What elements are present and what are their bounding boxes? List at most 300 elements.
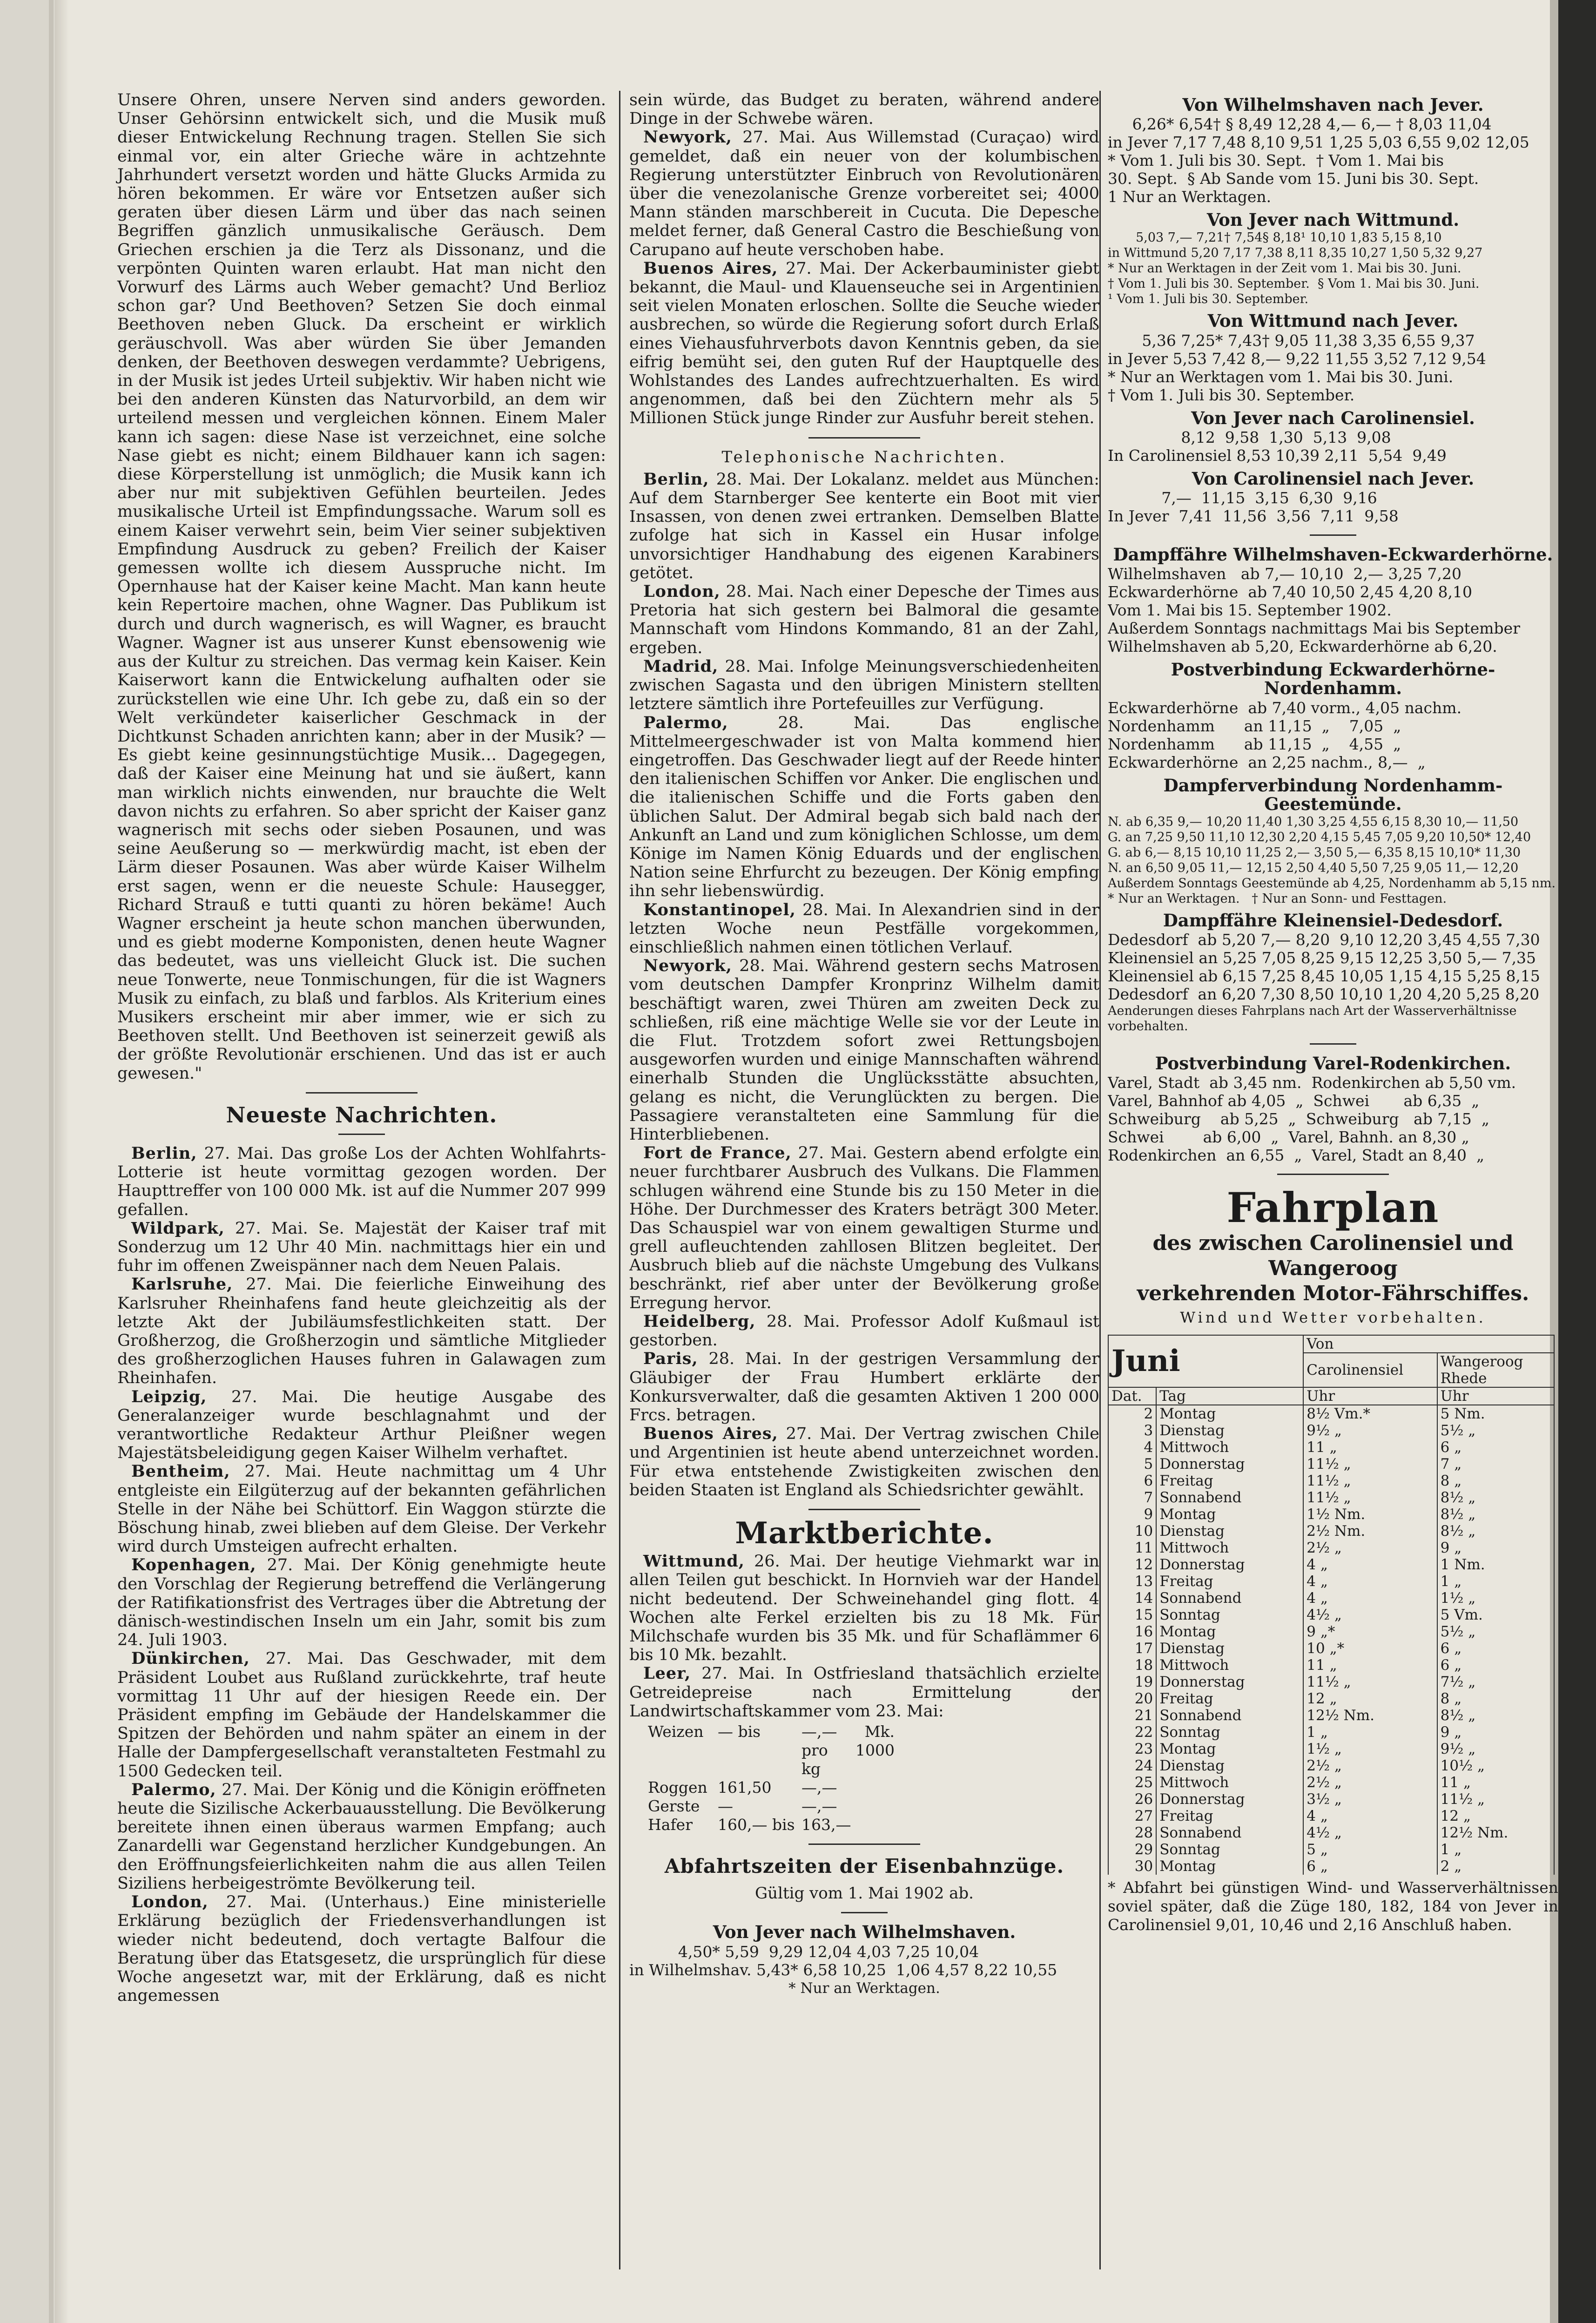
table-cell: 6 „ [1437, 1439, 1554, 1456]
timetable-line: N. an 6,50 9,05 11,— 12,15 2,50 4,40 5,50 7,25 9,05 11,— 12,20 [1108, 861, 1519, 876]
time-header: Uhr [1303, 1387, 1437, 1405]
table-cell: 23 [1108, 1741, 1156, 1757]
timetable-note: 30. Sept. § Ab Sande vom 15. Juni bis 30. Sept. [1108, 169, 1479, 188]
news-dateline: Berlin, [131, 1143, 197, 1163]
news-text: 27. Mai. (Unterhaus.) Eine ministerielle Erklärung bezüglich der Friedensverhandlungen ist wieder nicht bedeutend, doch vertagte Balfour die Beratung über das Etatsgesetz, die ursprünglich für diese Woche angesetzt war, mit der Erklärung, daß es nicht angemessen [117, 1893, 606, 2006]
news-text: 27. Mai. Se. Majestät der Kaiser traf mit Sonderzug um 12 Uhr 40 Min. nachmittags hier ein und fuhr im offenen Zweispänner nach dem Neuen Palais. [117, 1219, 606, 1276]
news-dateline: Kopenhagen, [131, 1555, 256, 1575]
price-cell: —,— [801, 1778, 837, 1797]
scan-right-edge [1558, 0, 1596, 2323]
timetable-note: Aenderungen dieses Fahrplans nach Art der Wasserverhältnisse [1108, 1004, 1517, 1019]
timetable-line: G. an 7,25 9,50 11,10 12,30 2,20 4,15 5,45 7,05 9,20 10,50* 12,40 [1108, 830, 1531, 845]
table-cell: 10 „* [1303, 1640, 1437, 1657]
table-cell: 1 „ [1437, 1841, 1554, 1858]
rail-line: 4,50* 5,59 9,29 12,04 4,03 7,25 10,04 [629, 1942, 979, 1961]
table-cell: 2½ „ [1303, 1774, 1437, 1791]
timetable-line: Varel, Bahnhof ab 4,05 „ Schwei ab 6,35 „ [1108, 1092, 1480, 1110]
month-header: Juni [1108, 1335, 1303, 1387]
news-dateline: London, [643, 582, 721, 601]
news-text: 27. Mai. Der König genehmigte heute den Vorschlag der Regierung betreffend die Verlängerung der Ratifikationsfrist des Vertrages über die Abtretung der dänisch-westindischen Inseln um ein Jahr, somit bis zum 24. Juli 1903. [117, 1556, 606, 1650]
news-text: 27. Mai. Heute nachmittag um 4 Uhr entgleiste ein Eilgüterzug auf der bekannten gefährlichen Stelle in der Nähe bei Schüttorf. Ein Waggon stürzte die Böschung hinab, zwei blieben auf dem Gleise. Der Verkehr wird durch Umsteigen aufrecht erhalten. [117, 1462, 606, 1556]
table-cell: 17 [1108, 1640, 1156, 1657]
grain-price-table [648, 1722, 1099, 1834]
news-dateline: Wittmund, [643, 1552, 745, 1571]
news-dateline: Buenos Aires, [643, 1424, 778, 1444]
table-cell: Dienstag [1156, 1640, 1303, 1657]
timetable-title: Postverbindung Varel-Rodenkirchen. [1155, 1053, 1511, 1074]
section-divider [306, 1092, 418, 1094]
table-row [1108, 1741, 1554, 1757]
news-dateline: Madrid, [643, 656, 719, 676]
table-cell: 11 „ [1303, 1439, 1437, 1456]
table-row [1108, 1456, 1554, 1472]
table-cell: Montag [1156, 1405, 1303, 1422]
table-cell: 2 [1108, 1405, 1156, 1422]
table-cell: Sonnabend [1156, 1590, 1303, 1607]
wangeroog-header: Wangeroog Rhede [1437, 1353, 1554, 1387]
timetable-note: * Nur an Werktagen. † Nur an Sonn- und Festtagen. [1108, 891, 1447, 906]
news-item [117, 1781, 606, 1893]
table-cell: 11½ „ [1303, 1489, 1437, 1506]
heading-telephonische-nachrichten: Telephonische Nachrichten. [721, 447, 1007, 466]
table-cell: 9½ „ [1303, 1422, 1437, 1439]
table-cell: 3 [1108, 1422, 1156, 1439]
table-cell: 9 „ [1437, 1724, 1554, 1741]
timetable-line: Eckwarderhörne ab 7,40 vorm., 4,05 nachm. [1108, 698, 1462, 717]
table-cell: 11½ „ [1303, 1674, 1437, 1690]
timetable-title: Dampffähre Wilhelmshaven-Eckwarderhörne. [1113, 544, 1553, 565]
news-item [117, 1893, 606, 2005]
table-row [1108, 1506, 1554, 1523]
timetable-note: 1 Nur an Werktagen. [1108, 188, 1272, 206]
table-cell: 11½ „ [1303, 1456, 1437, 1472]
price-cell: 160,— bis [718, 1816, 795, 1834]
table-cell: Freitag [1156, 1690, 1303, 1707]
news-dateline: Newyork, [643, 956, 732, 976]
table-cell: 8½ „ [1437, 1523, 1554, 1540]
table-cell: Freitag [1156, 1808, 1303, 1824]
section-divider [808, 1509, 920, 1510]
timetable-line: Schwei ab 6,00 „ Varel, Bahnh. an 8,30 „ [1108, 1128, 1469, 1147]
news-item [629, 657, 1099, 714]
table-cell: 7½ „ [1437, 1674, 1554, 1690]
news-dateline: Fort de France, [643, 1143, 792, 1163]
news-text: 28. Mai. Das englische Mittelmeergeschwader ist von Malta kommend hier eingetroffen. Das Geschwader liegt auf der Reede hinter den italienischen Schiffen vor Anker. Die englischen und die italienischen Schiffe und die Forts gaben den üblichen Salut. Der Admiral begab sich bald nach der Ankunft an Land und zum königlichen Schlosse, um dem Könige im Namen König Eduards und der englischen Nation seine Ehrfurcht zu bezeugen. Der König empfing ihn sehr liebenswürdig. [629, 713, 1099, 901]
news-dateline: Bentheim, [131, 1462, 230, 1481]
news-text: 28. Mai. In der gestrigen Versammlung der Gläubiger der Frau Humbert erklärte der Konkursverwalter, daß die gesamten Aktiven 1 200 000 Frcs. betragen. [629, 1350, 1099, 1425]
table-cell: Montag [1156, 1858, 1303, 1875]
timetable-title: Dampffähre Kleinensiel-Dedesdorf. [1163, 910, 1503, 931]
fahrplan-weather-note: Wind und Wetter vorbehalten. [1180, 1309, 1486, 1327]
table-cell: 4½ „ [1303, 1607, 1437, 1623]
timetable-line: 5,03 7,— 7,21† 7,54§ 8,18¹ 10,10 1,83 5,15 8,10 [1108, 230, 1442, 245]
table-row [1108, 1824, 1554, 1841]
price-cell: — [718, 1797, 733, 1816]
news-text: 28. Mai. Der Lokalanz. meldet aus München: Auf dem Starnberger See kenterte ein Boot mit vier Insassen, von denen zwei ertranken. Demselben Blatte zufolge hat sich in Kassel ein Husar infolge unvorsichtiger Handhabung des eigenen Karabiners getötet. [629, 470, 1099, 582]
column-3 [1108, 91, 1558, 1934]
table-cell: 1½ „ [1437, 1590, 1554, 1607]
table-row [1108, 1757, 1554, 1774]
price-cell: 163,— [801, 1816, 851, 1834]
timetable-line: Kleinensiel ab 6,15 7,25 8,45 10,05 1,15 4,15 5,25 8,15 [1108, 967, 1540, 986]
table-cell: 26 [1108, 1791, 1156, 1808]
table-cell: 5 Vm. [1437, 1607, 1554, 1623]
section-divider [808, 1844, 920, 1845]
table-cell: 8 „ [1437, 1690, 1554, 1707]
table-row [1108, 1858, 1554, 1875]
timetable-line: In Carolinensiel 8,53 10,39 2,11 5,54 9,49 [1108, 446, 1447, 465]
table-cell: 25 [1108, 1774, 1156, 1791]
table-cell: Montag [1156, 1506, 1303, 1523]
news-dateline: Karlsruhe, [131, 1275, 233, 1294]
carolinensiel-header: Carolinensiel [1303, 1353, 1437, 1387]
news-text: 28. Mai. In Alexandrien sind in der letzten Woche neun Pestfälle vorgekommen, einschließlich nahmen einen tötlichen Verlauf. [629, 900, 1099, 957]
news-item [629, 1552, 1099, 1664]
news-text: 27. Mai. Das Geschwader, mit dem Präsident Loubet aus Rußland zurückkehrte, traf heute vormittag 11 Uhr auf der hiesigen Reede ein. Der Präsident empfing im Gebäude der Handelskammer die Spitzen der Behörden und nahm später an einem in der Halle der Dampfergesellschaft veranstalteten Festmahl zu 1500 Gedecken teil. [117, 1649, 606, 1781]
timetable-title: Von Wilhelmshaven nach Jever. [1182, 95, 1484, 115]
news-item [629, 582, 1099, 657]
table-cell: 9 [1108, 1506, 1156, 1523]
column-1 [117, 91, 606, 2005]
table-cell: 5 „ [1303, 1841, 1437, 1858]
news-item [629, 128, 1099, 259]
timetable-line: N. ab 6,35 9,— 10,20 11,40 1,30 3,25 4,55 6,15 8,30 10,— 11,50 [1108, 815, 1519, 830]
table-cell: 5 [1108, 1456, 1156, 1472]
table-cell: Sonntag [1156, 1724, 1303, 1741]
timetable-note: † Vom 1. Juli bis 30. September. [1108, 385, 1355, 404]
table-cell: 29 [1108, 1841, 1156, 1858]
news-dateline: Palermo, [131, 1780, 216, 1799]
table-cell: 22 [1108, 1724, 1156, 1741]
table-cell: 13 [1108, 1573, 1156, 1590]
price-cell: Roggen [648, 1778, 707, 1797]
table-cell: 11½ „ [1437, 1791, 1554, 1808]
table-cell: Donnerstag [1156, 1674, 1303, 1690]
price-row [648, 1797, 1099, 1816]
news-text: 26. Mai. Der heutige Viehmarkt war in allen Teilen gut beschickt. In Hornvieh war der Handel nicht bedeutend. Der Schweinehandel ging flott. 4 Wochen alte Ferkel erzielten bis zu 18 Mk. Für Milchschafe wurden bis 35 Mk. und für Schaflämmer 6 bis 10 Mk. bezahlt. [629, 1552, 1099, 1665]
continuation-text: sein würde, das Budget zu beraten, während andere Dinge in der Schwebe wären. [629, 91, 1099, 128]
news-text: 27. Mai. Der Ackerbauminister giebt bekannt, die Maul- und Klauenseuche sei in Argentinien seit vielen Monaten erloschen. Sollte die Seuche wieder ausbrechen, so würde die Regierung sofort durch Erlaß eines Viehausfuhrverbots davon Kenntnis geben, da sie eifrig bemüht sei, den guten Ruf der Hauptquelle des Wohlstandes des Landes aufrechtzuerhalten. Es wird angenommen, daß bei den Züchtern mehr als 5 Millionen Stück junge Rinder zur Ausfuhr bereit stehen. [629, 259, 1099, 428]
news-dateline: Buenos Aires, [643, 258, 778, 278]
price-cell: Hafer [648, 1816, 693, 1834]
timetable-note: Außerdem Sonntags nachmittags Mai bis September [1108, 619, 1520, 638]
table-cell: 6 [1108, 1472, 1156, 1489]
table-cell: Sonnabend [1156, 1489, 1303, 1506]
news-item [117, 1556, 606, 1649]
timetable-title: Von Jever nach Carolinensiel. [1191, 407, 1475, 428]
timetable-note: * Nur an Werktagen in der Zeit vom 1. Mai bis 30. Juni. [1108, 261, 1461, 276]
table-cell: 12 „ [1303, 1690, 1437, 1707]
ferry-schedule-rows [1108, 1405, 1554, 1875]
timetable-line: Eckwarderhörne ab 7,40 10,50 2,45 4,20 8,10 [1108, 583, 1472, 601]
news-text: 27. Mai. Die heutige Ausgabe des Generalanzeiger wurde beschlagnahmt und der verantwortliche Redakteur Arthur Pleißner wegen Majestätsbeleidigung gegen Kaiser Wilhelm verhaftet. [117, 1387, 606, 1463]
table-cell: 4½ „ [1303, 1824, 1437, 1841]
ferry-footnote: * Abfahrt bei günstigen Wind- und Wasserverhältnissen soviel später, daß die Züge 180, 182, 184 von Jever in Carolinensiel 9,01, 10,46 und 2,16 Anschluß haben. [1108, 1878, 1558, 1934]
news-text: 28. Mai. Während gestern sechs Matrosen vom deutschen Dampfer Kronprinz Wilhelm damit beschäftigt waren, zwei Thüren am zweiten Deck zu schließen, riß eine mächtige Welle sie vor der Leute in die Flut. Trotzdem sofort zwei Rettungsbojen ausgeworfen wurden und einige Mannschaften während einerhalb Stunden die Unglücksstätte absuchten, gelang es nicht, die Verunglückten zu bergen. Die Passagiere veranstalteten eine Sammlung für die Hinterbliebenen. [629, 957, 1099, 1144]
table-row [1108, 1540, 1554, 1556]
heading-abfahrtszeiten: Abfahrtszeiten der Eisenbahnzüge. [664, 1855, 1064, 1878]
divider [1310, 534, 1356, 536]
news-item [629, 714, 1099, 901]
table-row [1108, 1808, 1554, 1824]
table-row [1108, 1724, 1554, 1741]
news-item [117, 1462, 606, 1556]
news-text: 27. Mai. In Ostfriesland thatsächlich erzielte Getreidepreise nach Ermittelung der Landwirtschaftskammer vom 23. Mai: [629, 1664, 1099, 1721]
table-cell: 8½ „ [1437, 1506, 1554, 1523]
news-list-b [629, 470, 1099, 1499]
news-text: 28. Mai. Infolge Meinungsverschiedenheiten zwischen Sagasta und den übrigen Ministern stellten letztere sämtlich ihre Portefeuilles zur Verfügung. [629, 657, 1099, 714]
table-cell: 2½ Nm. [1303, 1523, 1437, 1540]
table-cell: 4 „ [1303, 1808, 1437, 1824]
price-row [648, 1722, 1099, 1778]
timetable-note: ¹ Vom 1. Juli bis 30. September. [1108, 292, 1309, 307]
news-item [629, 1144, 1099, 1312]
divider [1310, 1043, 1356, 1045]
table-cell: 2 „ [1437, 1858, 1554, 1875]
news-text: 27. Mai. Aus Willemstad (Curaçao) wird gemeldet, daß ein neuer von der kolumbischen Regierung unterstützter Einbruch von Revolutionären über die venezolanische Grenze vorbereitet sei; 4000 Mann ständen marschbereit in Cucuta. Die Depesche meldet ferner, daß General Castro die Beschießung von Carupano auf heute verschoben habe. [629, 128, 1099, 259]
page-gutter-shadow [55, 0, 69, 2323]
timetable-line: Vom 1. Mai bis 15. September 1902. [1108, 601, 1392, 620]
timetable-line: 5,36 7,25* 7,43† 9,05 11,38 3,35 6,55 9,37 [1108, 331, 1475, 350]
news-text: 28. Mai. Nach einer Depesche der Times aus Pretoria hat sich gestern bei Balmoral die gesamte Mannschaft vom Hindons Kommando, 81 an der Zahl, ergeben. [629, 582, 1099, 657]
von-header: Von [1303, 1335, 1554, 1353]
timetable-line: Dedesdorf an 6,20 7,30 8,50 10,10 1,20 4,20 5,25 8,20 [1108, 985, 1540, 1004]
timetable-note: vorbehalten. [1108, 1019, 1188, 1034]
timetable-title: Dampferverbindung Nordenhamm-Geestemünde. [1163, 775, 1503, 814]
table-cell: Mittwoch [1156, 1540, 1303, 1556]
scan-left-edge [49, 0, 54, 2323]
timetable-note: Außerdem Sonntags Geestemünde ab 4,25, Nordenhamm ab 5,15 nm. [1108, 876, 1556, 891]
timetable-line: Nordenhamm an 11,15 „ 7,05 „ [1108, 716, 1401, 735]
market-list [629, 1552, 1099, 1721]
fahrplan-title: Fahrplan [1226, 1183, 1440, 1232]
news-text: 27. Mai. Das große Los der Achten Wohlfahrts-Lotterie ist heute vormittag gezogen worden. Der Haupttreffer von 100 000 Mk. ist auf die Nummer 207 999 gefallen. [117, 1144, 606, 1219]
table-row [1108, 1774, 1554, 1791]
news-text: 28. Mai. Professor Adolf Kußmaul ist gestorben. [629, 1312, 1099, 1350]
table-cell: Freitag [1156, 1472, 1303, 1489]
table-row [1108, 1707, 1554, 1724]
timetable-title: Postverbindung Eckwarderhörne-Nordenhamm. [1171, 659, 1495, 699]
column-rule-1 [619, 91, 620, 2269]
table-cell: 8 „ [1437, 1472, 1554, 1489]
timetable-note: * Vom 1. Juli bis 30. Sept. † Vom 1. Mai bis [1108, 151, 1444, 170]
table-cell: 4 „ [1303, 1556, 1437, 1573]
table-row [1108, 1523, 1554, 1540]
table-cell: 10½ „ [1437, 1757, 1554, 1774]
news-text: 27. Mai. Der König und die Königin eröffneten heute die Sizilische Ackerbauausstellung. Die Bevölkerung bereitete ihnen einen überaus warmen Empfang; auch Zanardelli war Gegenstand herzlicher Kundgebungen. An den Eröffnungsfeierlichkeiten nahm die aus allen Teilen Siziliens herbeigeströmte Bevölkerung teil. [117, 1780, 606, 1893]
table-row [1108, 1623, 1554, 1640]
table-cell: Dienstag [1156, 1757, 1303, 1774]
news-dateline: Heidelberg, [643, 1312, 756, 1331]
news-item [117, 1144, 606, 1219]
table-row [1108, 1791, 1554, 1808]
table-cell: Dienstag [1156, 1523, 1303, 1540]
timetable-line: In Jever 7,41 11,56 3,56 7,11 9,58 [1108, 507, 1399, 526]
table-cell: 4 „ [1303, 1590, 1437, 1607]
table-cell: 11 „ [1303, 1657, 1437, 1674]
table-cell: 9½ „ [1437, 1741, 1554, 1757]
table-row [1108, 1573, 1554, 1590]
divider [841, 1912, 888, 1913]
table-row [1108, 1489, 1554, 1506]
timetable-line: Nordenhamm ab 11,15 „ 4,55 „ [1108, 735, 1401, 753]
section-divider [1277, 1174, 1389, 1175]
rail-valid-date: Gültig vom 1. Mai 1902 ab. [755, 1884, 974, 1903]
time-header: Uhr [1437, 1387, 1554, 1405]
fahrplan-subtitle: verkehrenden Motor-Fährschiffes. [1137, 1282, 1529, 1306]
timetable-line: 7,— 11,15 3,15 6,30 9,16 [1108, 489, 1377, 507]
news-item [629, 1664, 1099, 1721]
table-cell: 12 „ [1437, 1808, 1554, 1824]
timetable-line: Kleinensiel an 5,25 7,05 8,25 9,15 12,25 3,50 5,— 7,35 [1108, 949, 1536, 967]
table-cell: 7 „ [1437, 1456, 1554, 1472]
table-cell: 1 „ [1303, 1724, 1437, 1741]
news-text: 27. Mai. Der Vertrag zwischen Chile und Argentinien ist heute abend unterzeichnet worden. Für etwa entstehende Zwistigkeiten zwischen den beiden Staaten ist England als Schiedsrichter gewählt. [629, 1425, 1099, 1499]
heading-underline [338, 1134, 385, 1135]
table-cell: 2½ „ [1303, 1757, 1437, 1774]
table-cell: Mittwoch [1156, 1657, 1303, 1674]
news-list-a [629, 128, 1099, 427]
news-item [629, 957, 1099, 1144]
table-cell: Montag [1156, 1741, 1303, 1757]
timetable-line: in Jever 7,17 7,48 8,10 9,51 1,25 5,03 6,55 9,02 12,05 [1108, 133, 1529, 152]
table-cell: 4 [1108, 1439, 1156, 1456]
table-cell: 21 [1108, 1707, 1156, 1724]
news-item [117, 1219, 606, 1276]
table-row [1108, 1841, 1554, 1858]
section-divider [808, 437, 920, 439]
table-cell: 5 Nm. [1437, 1405, 1554, 1422]
table-cell: 27 [1108, 1808, 1156, 1824]
table-cell: Mittwoch [1156, 1439, 1303, 1456]
news-dateline: Berlin, [643, 469, 709, 489]
table-cell: 8½ Vm.* [1303, 1405, 1437, 1422]
table-cell: 30 [1108, 1858, 1156, 1875]
timetable-line: Rodenkirchen an 6,55 „ Varel, Stadt an 8,40 „ [1108, 1146, 1485, 1165]
news-dateline: Newyork, [643, 128, 732, 147]
table-cell: 15 [1108, 1607, 1156, 1623]
news-item [629, 901, 1099, 957]
timetable-note: Wilhelmshaven ab 5,20, Eckwarderhörne ab 6,20. [1108, 637, 1497, 656]
article-continuation: Unsere Ohren, unsere Nerven sind anders geworden. Unser Gehörsinn entwickelt sich, und die Musik muß dieser Entwickelung Rechnung tragen. Stellen Sie sich einmal vor, ein alter Grieche wäre in achtzehnte Jahrhundert versetzt worden und hätte Glucks Armida zu hören bekommen. Er wäre vor Entsetzen außer sich geraten über diesen Lärm und über das nach seinen Begriffen gänzlich unmusikalische Geräusch. Dem Griechen erschien ja die Terz als Dissonanz, und die verpönten Quinten waren erlaubt. Hat man nicht den Vorwurf des Lärms auch Weber gemacht? Und Berlioz schon gar? Und Beethoven? Setzen Sie doch einmal Beethoven neben Gluck. Da erscheint er wirklich geräuschvoll. Was aber würden Sie über Jemanden denken, der Beethoven deswegen verdammte? Uebrigens, in der Musik ist jedes Urteil subjektiv. Wir haben nicht wie bei den anderen Künsten das Naturvorbild, an dem wir urteilend messen und vergleichen können. Einem Maler kann ich sagen: diese Nase ist verzeichnet, eine solche Nase giebt es nicht; einem Bildhauer kann ich sagen: diese Körperstellung ist unmöglich; die Musik kann ich aber nur mit subjektiven Gefühlen beurteilen. Jedes musikalische Urteil ist Empfindungssache. Warum soll es einem Kaiser verwehrt sein, beim Vier seiner subjektiven Empfindung Ausdruck zu geben? Freilich der Kaiser gemessen wollte ich diesem Ausspruche nicht. Im Opernhause hat der Kaiser keine Macht. Man kann heute kein Repertoire machen, ohne Wagner. Das Publikum ist durch und durch wagnerisch, es will Wagner, es braucht Wagner. Wagner ist aus unserer Kunst ebensowenig wie aus der Kultur zu streichen. Das vermag kein Kaiser. Kein Kaiserwort kann die Entwickelung aufhalten oder sie zurückstellen wie eine Uhr. Ich gebe zu, daß ein so der Welt verkündeter kaiserlicher Geschmack in der Dichtkunst Schaden anrichten kann; aber in der Musik? — Es giebt keine gesinnungstüchtige Musik… Dagegegen, daß der Kaiser eine Meinung hat und sie äußert, kann man wirklich nichts einwenden, nur brauchte die Welt davon nichts zu erfahren. So aber spricht der Kaiser ganz wagnerisch mit sechs oder sieben Posaunen, und was seine Aeußerung so — merkwürdig macht, ist eben der Lärm dieser Posaunen. Was aber würde Kaiser Wilhelm erst sagen, wenn er die neueste Schule: Hausegger, Richard Strauß e tutti quanti zu hören bekäme! Auch Wagner erscheint ja heute schon manchen überwunden, und es giebt moderne Komponisten, denen heute Wagner das bedeutet, was uns vielleicht Gluck ist. Die suchen neue Tonwerte, neue Tonmischungen, für die ist Wagners Musik zu einfach, zu blaß und farblos. Als Kriterium eines Musikers erscheint mir aber immer, wie er sich zu Beethoven stellt. Und Beethoven ist seinerzeit gewiß als der größte Revolutionär erschienen. Und das ist er auch gewesen." [117, 91, 606, 1083]
news-list [117, 1144, 606, 2005]
table-cell: Sonntag [1156, 1841, 1303, 1858]
table-cell: Donnerstag [1156, 1456, 1303, 1472]
table-cell: 8½ „ [1437, 1707, 1554, 1724]
rail-jever-wilhelmshaven-title: Von Jever nach Wilhelmshaven. [713, 1922, 1016, 1943]
price-cell: Gerste [648, 1797, 700, 1816]
table-row [1108, 1607, 1554, 1623]
news-item [629, 1425, 1099, 1499]
timetable-line: Schweiburg ab 5,25 „ Schweiburg ab 7,15 „ [1108, 1110, 1489, 1128]
table-cell: 14 [1108, 1590, 1156, 1607]
column-rule-2 [1099, 91, 1101, 2269]
rail-note: * Nur an Werktagen. [788, 1979, 940, 1997]
table-row [1108, 1690, 1554, 1707]
news-text: 27. Mai. Gestern abend erfolgte ein neuer furchtbarer Ausbruch des Vulkans. Die Flammen schlugen während eine Stunde bis zu 150 Meter in die Höhe. Der Durchmesser des Kraters beträgt 300 Meter. Das Schauspiel war von einem gewaltigen Sturme und grell aufleuchtenden zahllosen Blitzen begleitet. Der Ausbruch blieb auf die nächste Umgebung des Vulkans beschränkt, rief aber unter der Bevölkerung große Erregung hervor. [629, 1144, 1099, 1312]
timetable-note: * Nur an Werktagen vom 1. Mai bis 30. Juni. [1108, 367, 1454, 386]
table-cell: 5½ „ [1437, 1623, 1554, 1640]
date-header: Dat. [1108, 1387, 1156, 1405]
table-cell: 6 „ [1303, 1858, 1437, 1875]
table-cell: Donnerstag [1156, 1791, 1303, 1808]
table-cell: 1 Nm. [1437, 1556, 1554, 1573]
table-cell: 9 „* [1303, 1623, 1437, 1640]
news-dateline: Dünkirchen, [131, 1649, 250, 1668]
table-cell: 6 „ [1437, 1657, 1554, 1674]
price-cell: 161,50 [718, 1778, 772, 1797]
news-item [117, 1649, 606, 1780]
table-row [1108, 1472, 1554, 1489]
table-cell: Freitag [1156, 1573, 1303, 1590]
table-cell: Dienstag [1156, 1422, 1303, 1439]
table-cell: 11 [1108, 1540, 1156, 1556]
price-cell: —,— [801, 1797, 837, 1816]
table-row [1108, 1590, 1554, 1607]
table-cell: 12½ Nm. [1303, 1707, 1437, 1724]
timetable-line: 8,12 9,58 1,30 5,13 9,08 [1108, 428, 1391, 446]
price-cell: Weizen [648, 1722, 704, 1741]
news-item [629, 259, 1099, 428]
timetable-note: † Vom 1. Juli bis 30. September. § Vom 1. Mai bis 30. Juni. [1108, 277, 1480, 291]
table-cell: Sonntag [1156, 1607, 1303, 1623]
ferry-schedule-table [1108, 1335, 1555, 1875]
table-cell: Montag [1156, 1623, 1303, 1640]
table-cell: 8½ „ [1437, 1489, 1554, 1506]
table-cell: Mittwoch [1156, 1774, 1303, 1791]
table-cell: 11 „ [1437, 1774, 1554, 1791]
heading-marktberichte: Marktberichte. [735, 1516, 994, 1551]
table-cell: 9 „ [1437, 1540, 1554, 1556]
news-dateline: Paris, [643, 1349, 698, 1369]
table-cell: 1 „ [1437, 1573, 1554, 1590]
table-row [1108, 1439, 1554, 1456]
timetable-line: Eckwarderhörne an 2,25 nachm., 8,— „ [1108, 753, 1426, 771]
column-2 [629, 91, 1099, 1998]
news-dateline: London, [131, 1892, 209, 1912]
table-row [1108, 1657, 1554, 1674]
table-cell: 16 [1108, 1623, 1156, 1640]
price-cell: —,— Mk. pro 1000 kg [801, 1722, 895, 1778]
table-cell: 28 [1108, 1824, 1156, 1841]
table-row [1108, 1640, 1554, 1657]
news-item [629, 1312, 1099, 1350]
price-row [648, 1816, 1099, 1834]
price-cell: — bis [718, 1722, 761, 1741]
table-cell: 4 „ [1303, 1573, 1437, 1590]
table-row [1108, 1674, 1554, 1690]
news-dateline: Wildpark, [131, 1218, 225, 1238]
table-cell: 7 [1108, 1489, 1156, 1506]
timetable-line: Varel, Stadt ab 3,45 nm. Rodenkirchen ab 5,50 vm. [1108, 1074, 1516, 1092]
news-item [629, 1350, 1099, 1425]
news-dateline: Konstantinopel, [643, 900, 796, 919]
fahrplan-subtitle: des zwischen Carolinensiel und Wangeroog [1152, 1231, 1514, 1281]
table-cell: 3½ „ [1303, 1791, 1437, 1808]
table-cell: 18 [1108, 1657, 1156, 1674]
table-cell: 11½ „ [1303, 1472, 1437, 1489]
news-item [117, 1388, 606, 1463]
timetable-title: Von Carolinensiel nach Jever. [1192, 468, 1475, 489]
heading-neueste-nachrichten: Neueste Nachrichten. [226, 1102, 498, 1128]
table-cell: 24 [1108, 1757, 1156, 1774]
table-cell: 1½ „ [1303, 1741, 1437, 1757]
timetable-line: in Wittmund 5,20 7,17 7,38 8,11 8,35 10,27 1,50 5,32 9,27 [1108, 246, 1483, 261]
table-cell: 5½ „ [1437, 1422, 1554, 1439]
table-cell: 1½ Nm. [1303, 1506, 1437, 1523]
timetable-line: 6,26* 6,54† § 8,49 12,28 4,— 6,— † 8,03 11,04 [1108, 115, 1492, 134]
table-cell: 6 „ [1437, 1640, 1554, 1657]
